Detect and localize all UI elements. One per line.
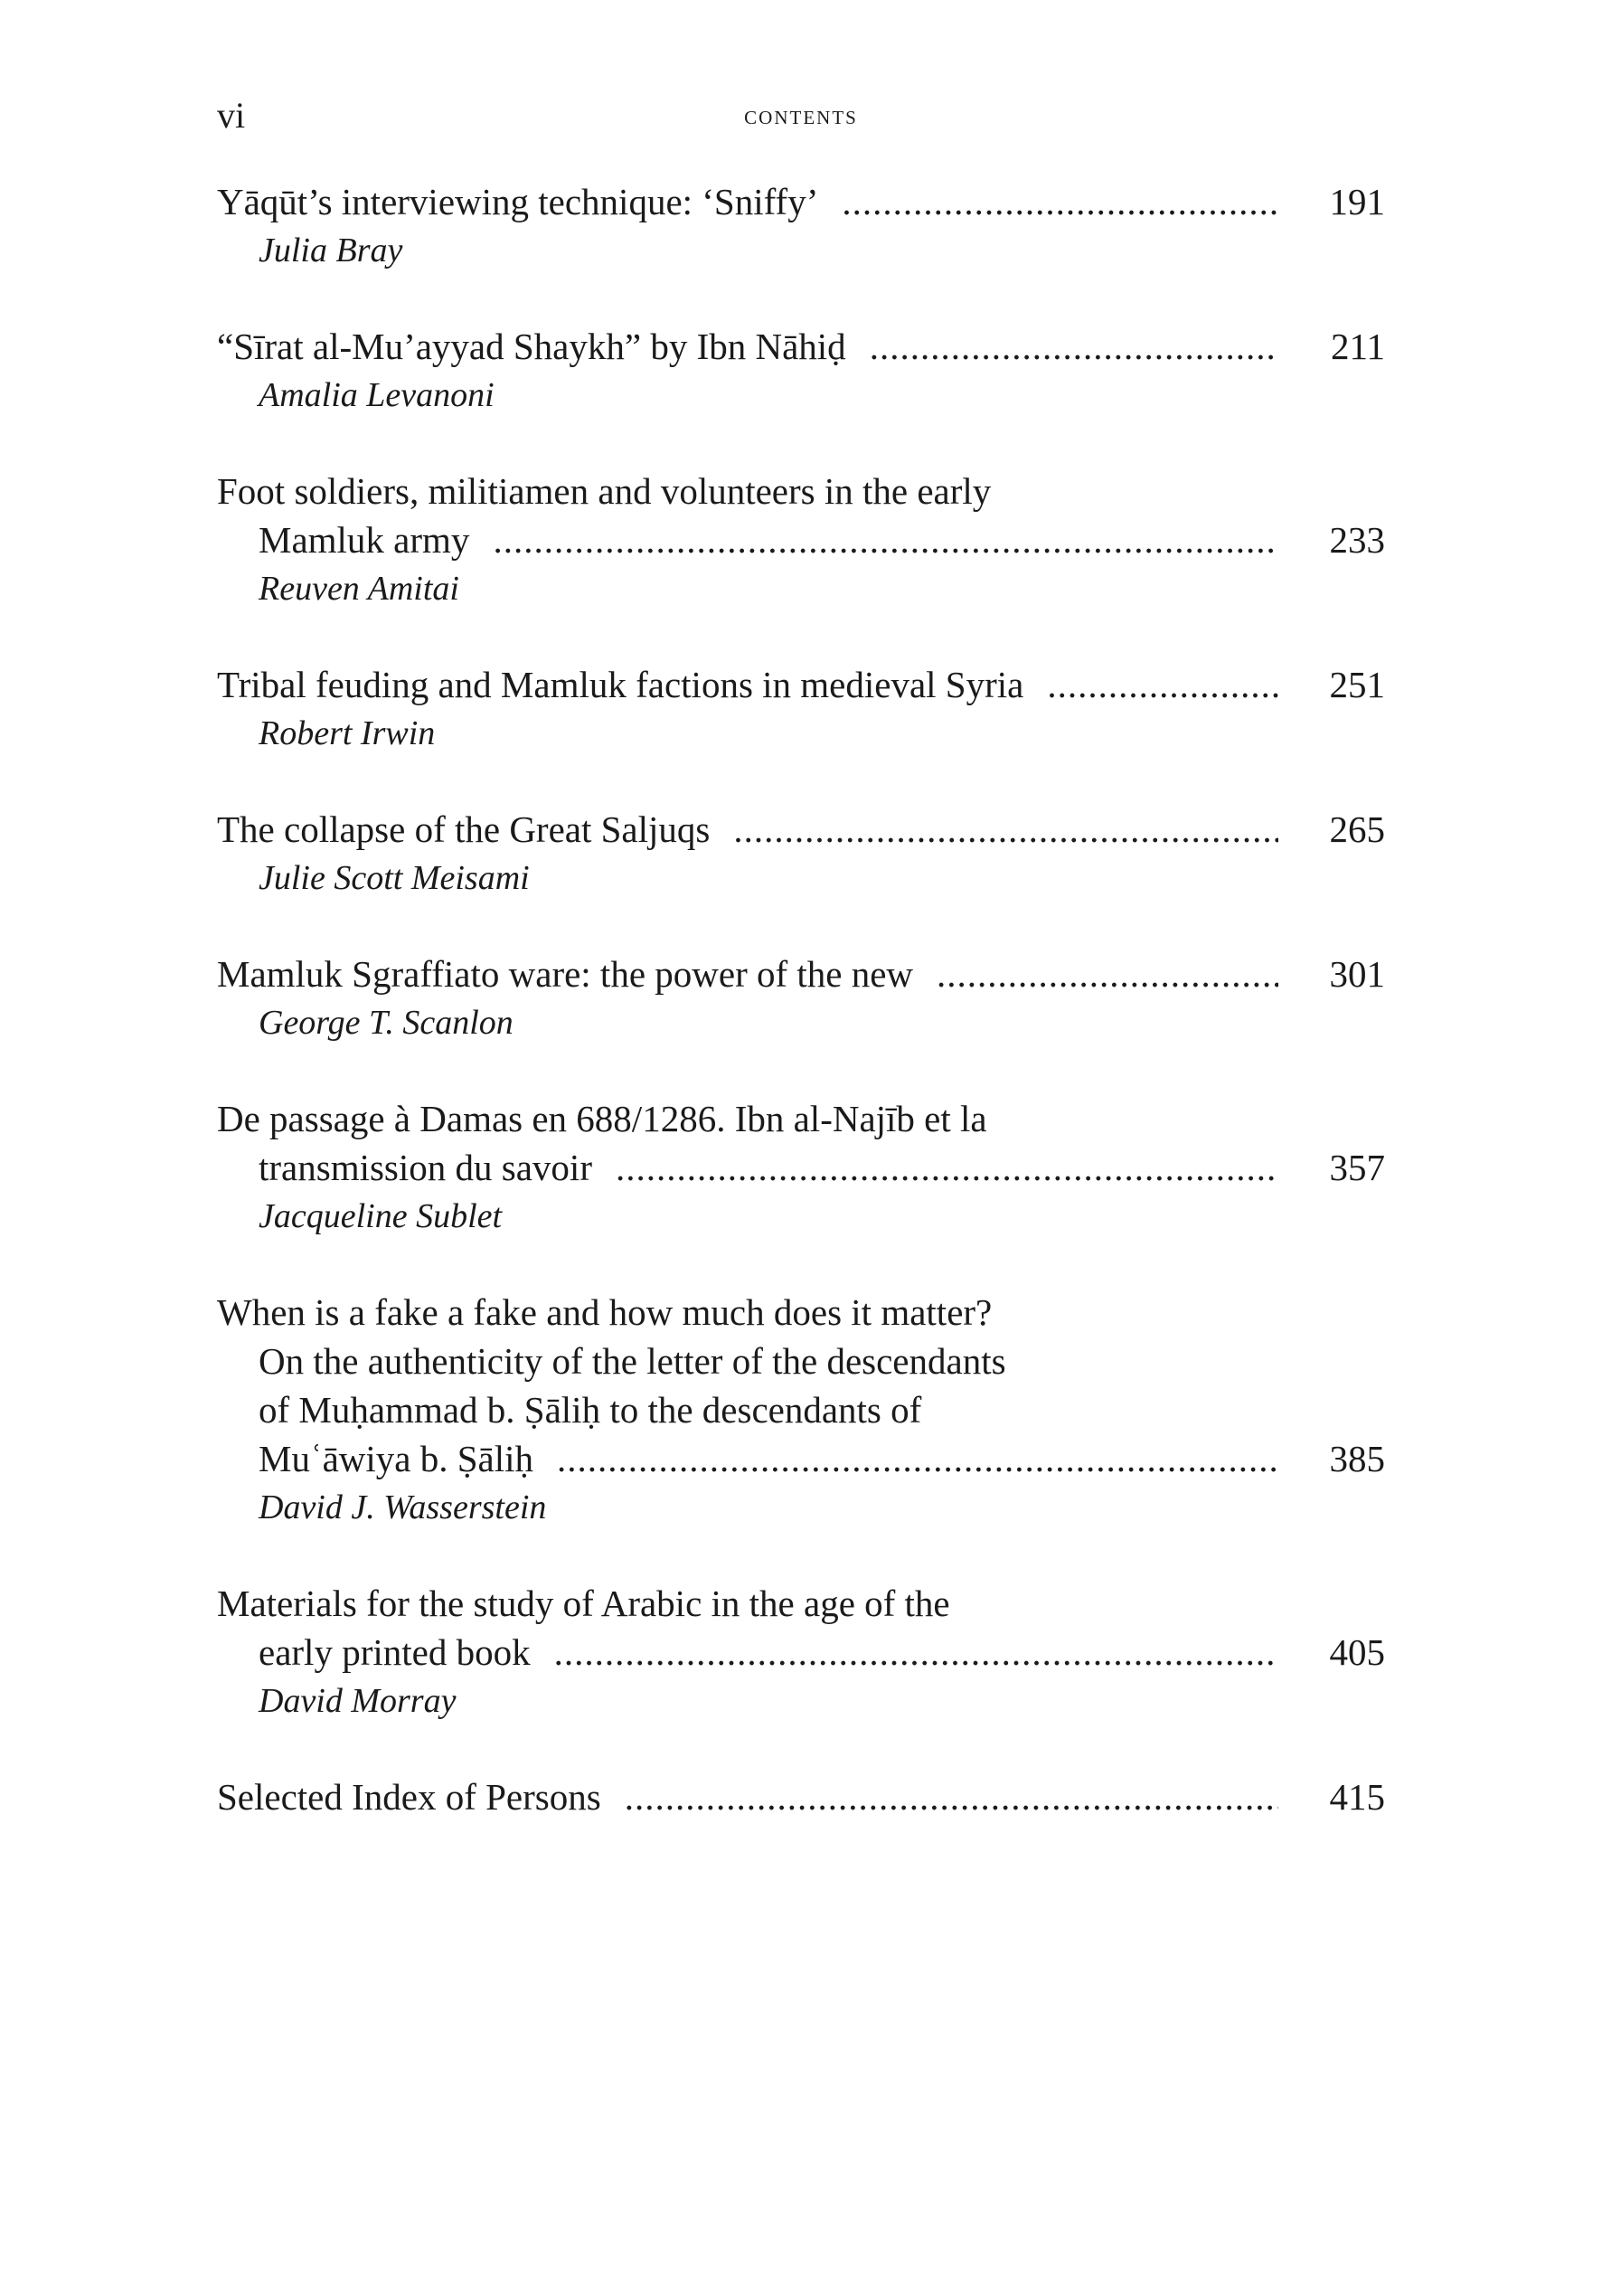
toc-entry xyxy=(217,1094,1385,1241)
toc-title-text: transmission du savoir xyxy=(259,1147,592,1188)
toc-page-number: 211 xyxy=(1331,326,1385,367)
running-title: contents xyxy=(744,100,858,130)
toc-page-number: 301 xyxy=(1329,953,1385,995)
toc-author: Amalia Levanoni xyxy=(259,376,495,414)
toc-title-line xyxy=(217,467,1385,515)
toc-title-text: Muʿāwiya b. Ṣāliḥ xyxy=(259,1438,534,1479)
toc-title-line xyxy=(217,177,1385,226)
dot-leader xyxy=(733,805,1278,854)
toc-title-text: “Sīrat al-Mu’ayyad Shaykh” by Ibn Nāhiḍ xyxy=(217,326,846,367)
toc-title-text: of Muḥammad b. Ṣāliḥ to the descendants of xyxy=(259,1389,922,1431)
toc-entry xyxy=(217,322,1385,420)
toc-page-number: 191 xyxy=(1329,181,1385,222)
toc-entry xyxy=(217,177,1385,275)
toc-title-text: Mamluk Sgraffiato ware: the power of the new xyxy=(217,953,914,995)
toc-title-line xyxy=(217,1628,1385,1677)
toc-title-text: On the authenticity of the letter of the descendants xyxy=(259,1340,1006,1382)
dot-leader xyxy=(616,1143,1278,1192)
toc-page-number: 405 xyxy=(1329,1631,1385,1673)
dot-leader xyxy=(557,1434,1278,1483)
toc-author: Reuven Amitai xyxy=(259,570,459,608)
dot-leader xyxy=(937,950,1278,998)
toc-title-text: Yāqūt’s interviewing technique: ‘Sniffy’ xyxy=(217,181,819,222)
toc-author: Julie Scott Meisami xyxy=(259,859,530,897)
table-of-contents xyxy=(217,177,1385,1868)
toc-entry xyxy=(217,660,1385,758)
toc-entry xyxy=(217,467,1385,613)
toc-author: Julia Bray xyxy=(259,231,403,269)
toc-title-line xyxy=(217,950,1385,998)
toc-author: David Morray xyxy=(259,1682,457,1720)
toc-title-line xyxy=(217,322,1385,371)
toc-author: Jacqueline Sublet xyxy=(259,1197,503,1235)
toc-author: George T. Scanlon xyxy=(259,1004,514,1042)
page-number: vi xyxy=(217,95,246,136)
toc-title-line xyxy=(217,805,1385,854)
toc-title-text: De passage à Damas en 688/1286. Ibn al-Najīb et la xyxy=(217,1098,987,1139)
toc-entry xyxy=(217,1288,1385,1532)
dot-leader xyxy=(493,515,1278,564)
toc-author: David J. Wasserstein xyxy=(259,1488,547,1526)
dot-leader xyxy=(554,1628,1278,1677)
toc-page-number: 385 xyxy=(1329,1438,1385,1479)
toc-page-number: 357 xyxy=(1329,1147,1385,1188)
dot-leader xyxy=(625,1772,1278,1821)
dot-leader xyxy=(842,177,1278,226)
dot-leader xyxy=(870,322,1278,371)
toc-title-line xyxy=(217,1094,1385,1143)
dot-leader xyxy=(1047,660,1278,709)
toc-title-line xyxy=(217,660,1385,709)
toc-title-text: early printed book xyxy=(259,1631,531,1673)
toc-title-line xyxy=(217,1434,1385,1483)
toc-title-text: Mamluk army xyxy=(259,519,470,561)
toc-entry xyxy=(217,1772,1385,1821)
toc-title-text: When is a fake a fake and how much does it matter? xyxy=(217,1291,993,1333)
toc-title-line xyxy=(217,1337,1385,1385)
toc-entry xyxy=(217,1579,1385,1725)
toc-title-line xyxy=(217,1385,1385,1434)
toc-entry xyxy=(217,950,1385,1047)
toc-title-text: Tribal feuding and Mamluk factions in medieval Syria xyxy=(217,664,1024,705)
toc-page-number: 233 xyxy=(1329,519,1385,561)
toc-title-text: Materials for the study of Arabic in the age of the xyxy=(217,1583,950,1624)
toc-title-line xyxy=(217,1288,1385,1337)
toc-title-line xyxy=(217,1772,1385,1821)
toc-title-text: The collapse of the Great Saljuqs xyxy=(217,808,711,850)
toc-title-text: Foot soldiers, militiamen and volunteers in the early xyxy=(217,470,992,512)
toc-title-line xyxy=(217,1143,1385,1192)
toc-page-number: 265 xyxy=(1329,808,1385,850)
running-head xyxy=(217,89,1385,143)
toc-title-line xyxy=(217,1579,1385,1628)
toc-entry xyxy=(217,805,1385,902)
toc-title-line xyxy=(217,515,1385,564)
toc-author: Robert Irwin xyxy=(259,714,436,752)
toc-page-number: 415 xyxy=(1329,1776,1385,1818)
toc-title-text: Selected Index of Persons xyxy=(217,1776,601,1818)
toc-page-number: 251 xyxy=(1329,664,1385,705)
